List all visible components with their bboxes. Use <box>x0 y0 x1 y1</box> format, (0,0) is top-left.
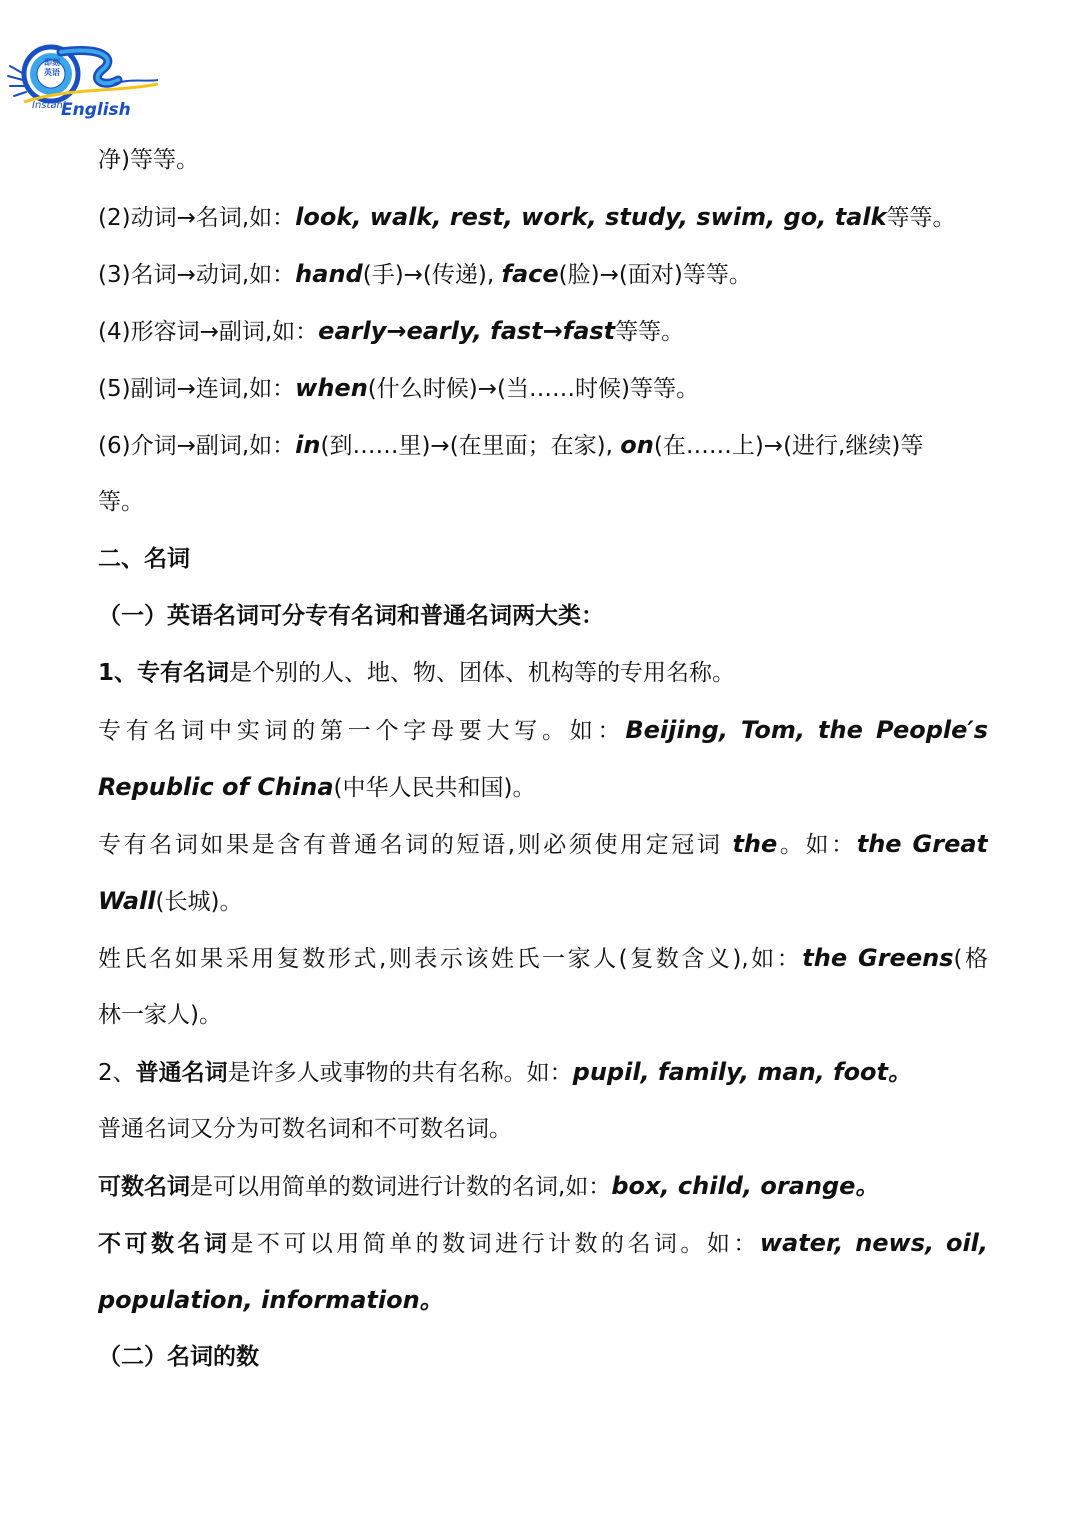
paragraph-line <box>98 759 988 816</box>
english-example: face <box>501 260 559 288</box>
english-example: hand <box>295 260 363 288</box>
english-example: population, information。 <box>98 1286 444 1314</box>
paragraph-line <box>98 417 988 474</box>
text-run: 是可以用简单的数词进行计数的名词,如： <box>190 1174 612 1200</box>
text-run: 净)等等。 <box>98 147 199 173</box>
section-heading <box>98 531 988 588</box>
bold-term: 1、专有名词 <box>98 660 230 686</box>
text-run: 等。 <box>98 489 144 515</box>
english-example: Republic of China <box>98 773 334 801</box>
text-run: 姓氏名如果采用复数形式,则表示该姓氏一家人(复数含义),如： <box>98 946 803 972</box>
text-run: (中华人民共和国)。 <box>333 775 536 801</box>
bold-term: 二、名词 <box>98 546 190 572</box>
text-run: 2、 <box>98 1060 136 1086</box>
logo-chinese-text: 即刻英语 <box>44 58 60 77</box>
english-example: in <box>295 431 321 459</box>
paragraph-line <box>98 1158 988 1215</box>
section-heading <box>98 588 988 645</box>
bold-term: （一）英语名词可分专有名词和普通名词两大类： <box>98 603 604 629</box>
text-run: (格 <box>953 946 988 972</box>
bold-term: 普通名词 <box>135 1060 228 1086</box>
bold-term: （二）名词的数 <box>98 1344 259 1370</box>
text-run: (长城)。 <box>155 889 243 915</box>
english-example: look, walk, rest, work, study, swim, go, talk <box>295 203 887 231</box>
text-run: (2)动词→名词,如： <box>98 205 296 231</box>
section-heading <box>98 1329 988 1386</box>
paragraph-line <box>98 474 988 531</box>
english-example: on <box>620 431 654 459</box>
text-run: 专有名词中实词的第一个字母要大写。如： <box>98 718 626 744</box>
text-run: 等等。 <box>886 205 956 231</box>
paragraph-line <box>98 303 988 360</box>
bold-term: 可数名词 <box>98 1174 190 1200</box>
english-example: the Greens <box>802 944 954 972</box>
text-run: (什么时候)→(当……时候)等等。 <box>367 376 699 402</box>
paragraph-line <box>98 702 988 759</box>
english-example: pupil, family, man, foot。 <box>572 1058 913 1086</box>
paragraph-line <box>98 246 988 303</box>
text-run: (4)形容词→副词,如： <box>98 319 319 345</box>
text-run: 普通名词又分为可数名词和不可数名词。 <box>98 1116 512 1142</box>
text-run: 。如： <box>777 832 857 858</box>
paragraph-line <box>98 1044 988 1101</box>
text-run: 是不可以用简单的数词进行计数的名词。如： <box>230 1231 760 1257</box>
bold-term: 不可数名词 <box>98 1231 231 1257</box>
english-example: box, child, orange。 <box>611 1172 880 1200</box>
paragraph-line <box>98 816 988 873</box>
text-run: (在……上)→(进行,继续)等 <box>653 433 924 459</box>
paragraph-line <box>98 1101 988 1158</box>
english-example: the <box>732 830 778 858</box>
paragraph-line <box>98 189 988 246</box>
paragraph-line <box>98 930 988 987</box>
text-run: (到……里)→(在里面；在家), <box>320 433 621 459</box>
text-run: 林一家人)。 <box>98 1002 222 1028</box>
text-run: 是许多人或事物的共有名称。如： <box>227 1060 573 1086</box>
text-run: 等等。 <box>615 319 685 345</box>
text-run: (3)名词→动词,如： <box>98 262 296 288</box>
paragraph-line <box>98 645 988 702</box>
text-run: (5)副词→连词,如： <box>98 376 296 402</box>
paragraph-line <box>98 132 988 189</box>
text-run: (手)→(传递), <box>362 262 502 288</box>
paragraph-line <box>98 987 988 1044</box>
text-run: (6)介词→副词,如： <box>98 433 296 459</box>
text-run: 专有名词如果是含有普通名词的短语,则必须使用定冠词 <box>98 832 733 858</box>
text-run: (脸)→(面对)等等。 <box>558 262 752 288</box>
english-example: the Great <box>856 830 988 858</box>
paragraph-line <box>98 1272 988 1329</box>
paragraph-line <box>98 360 988 417</box>
text-run: 是个别的人、地、物、团体、机构等的专用名称。 <box>229 660 736 686</box>
english-example: water, news, oil, <box>759 1229 988 1257</box>
english-example: Beijing, Tom, the People′s <box>625 716 988 744</box>
english-example: Wall <box>98 887 156 915</box>
english-example: when <box>295 374 368 402</box>
logo-english-text: English <box>61 100 131 120</box>
logo-instant-text: Instant <box>32 100 67 111</box>
instant-english-logo <box>6 44 162 124</box>
document-body <box>98 132 988 1386</box>
paragraph-line <box>98 873 988 930</box>
english-example: early→early, fast→fast <box>318 317 616 345</box>
paragraph-line <box>98 1215 988 1272</box>
